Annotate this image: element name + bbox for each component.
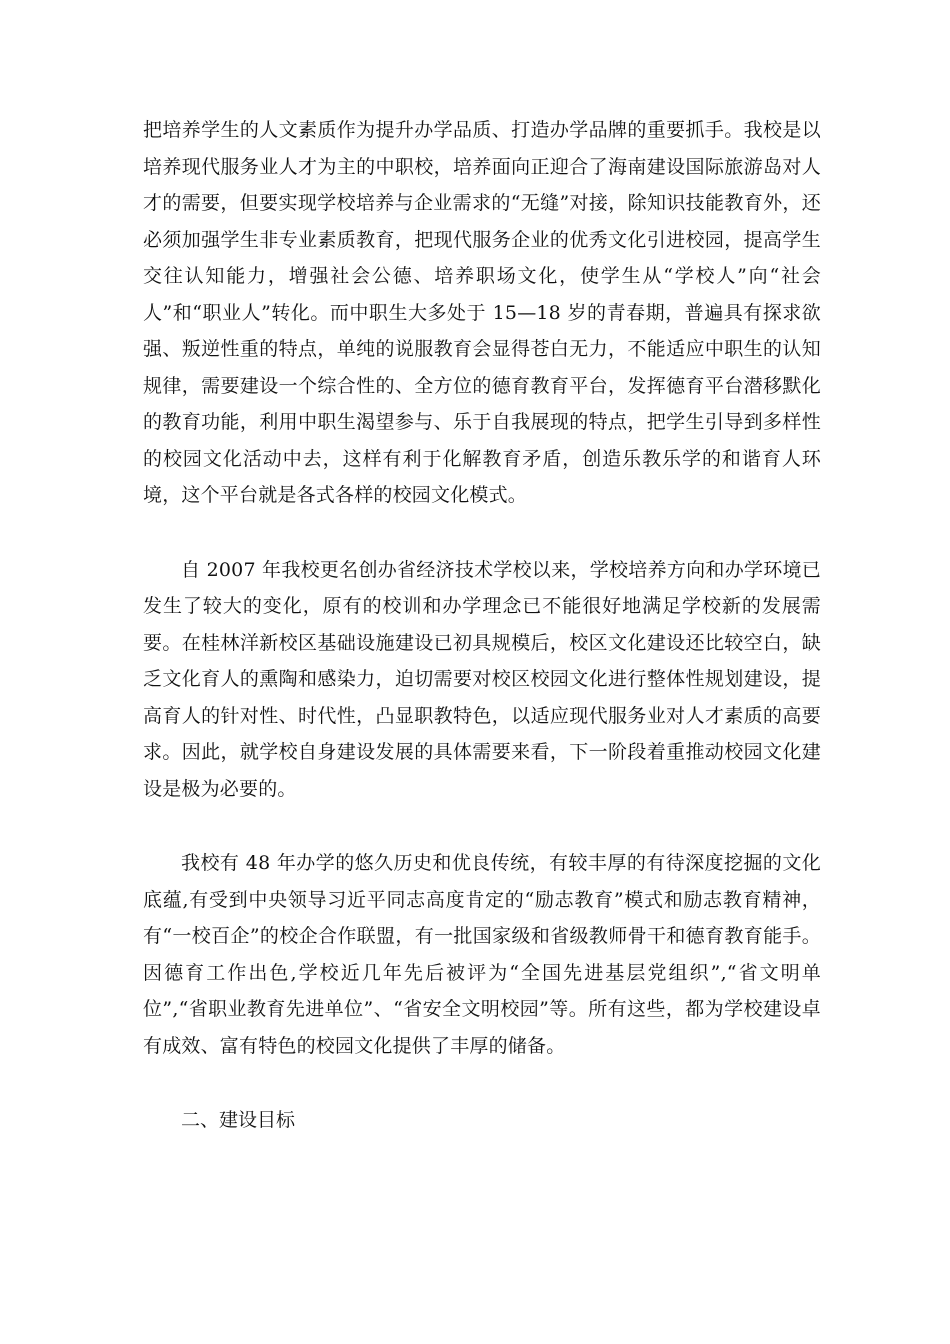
paragraph-3: 我校有 48 年办学的悠久历史和优良传统，有较丰厚的有待深度挖掘的文化底蕴,有受到中央领导习近平同志高度肯定的“励志教育”模式和励志教育精神，有“一校百企”的校企合作联盟，有一批国家级和省级教师骨干和德育教育能手。因德育工作出色,学校近几年先后被评为“全国先进基层党组织”,“省文明单位”,“省职业教育先进单位”、“省安全文明校园”等。所有这些，都为学校建设卓有成效、富有特色的校园文化提供了丰厚的储备。 — [143, 852, 821, 1057]
section-heading: 二、建设目标 — [181, 1109, 296, 1131]
document-page — [143, 112, 821, 1139]
paragraph-2: 自 2007 年我校更名创办省经济技术学校以来，学校培养方向和办学环境已发生了较大的变化，原有的校训和办学理念已不能很好地满足学校新的发展需要。在桂林洋新校区基础设施建设已初具规模后，校区文化建设还比较空白，缺乏文化育人的熏陶和感染力，迫切需要对校区校园文化进行整体性规划建设，提高育人的针对性、时代性，凸显职教特色，以适应现代服务业对人才素质的高要求。因此，就学校自身建设发展的具体需要来看，下一阶段着重推动校园文化建设是极为必要的。 — [143, 558, 821, 800]
paragraph-1: 把培养学生的人文素质作为提升办学品质、打造办学品牌的重要抓手。我校是以培养现代服务业人才为主的中职校，培养面向正迎合了海南建设国际旅游岛对人才的需要，但要实现学校培养与企业需求的“无缝”对接，除知识技能教育外，还必须加强学生非专业素质教育，把现代服务企业的优秀文化引进校园，提高学生交往认知能力，增强社会公德、培养职场文化，使学生从“学校人”向“社会人”和“职业人”转化。而中职生大多处于 15—18 岁的青春期，普遍具有探求欲强、叛逆性重的特点，单纯的说服教育会显得苍白无力，不能适应中职生的认知规律，需要建设一个综合性的、全方位的德育教育平台，发挥德育平台潜移默化的教育功能，利用中职生渴望参与、乐于自我展现的特点，把学生引导到多样性的校园文化活动中去，这样有利于化解教育矛盾，创造乐教乐学的和谐育人环境，这个平台就是各式各样的校园文化模式。 — [143, 119, 821, 506]
